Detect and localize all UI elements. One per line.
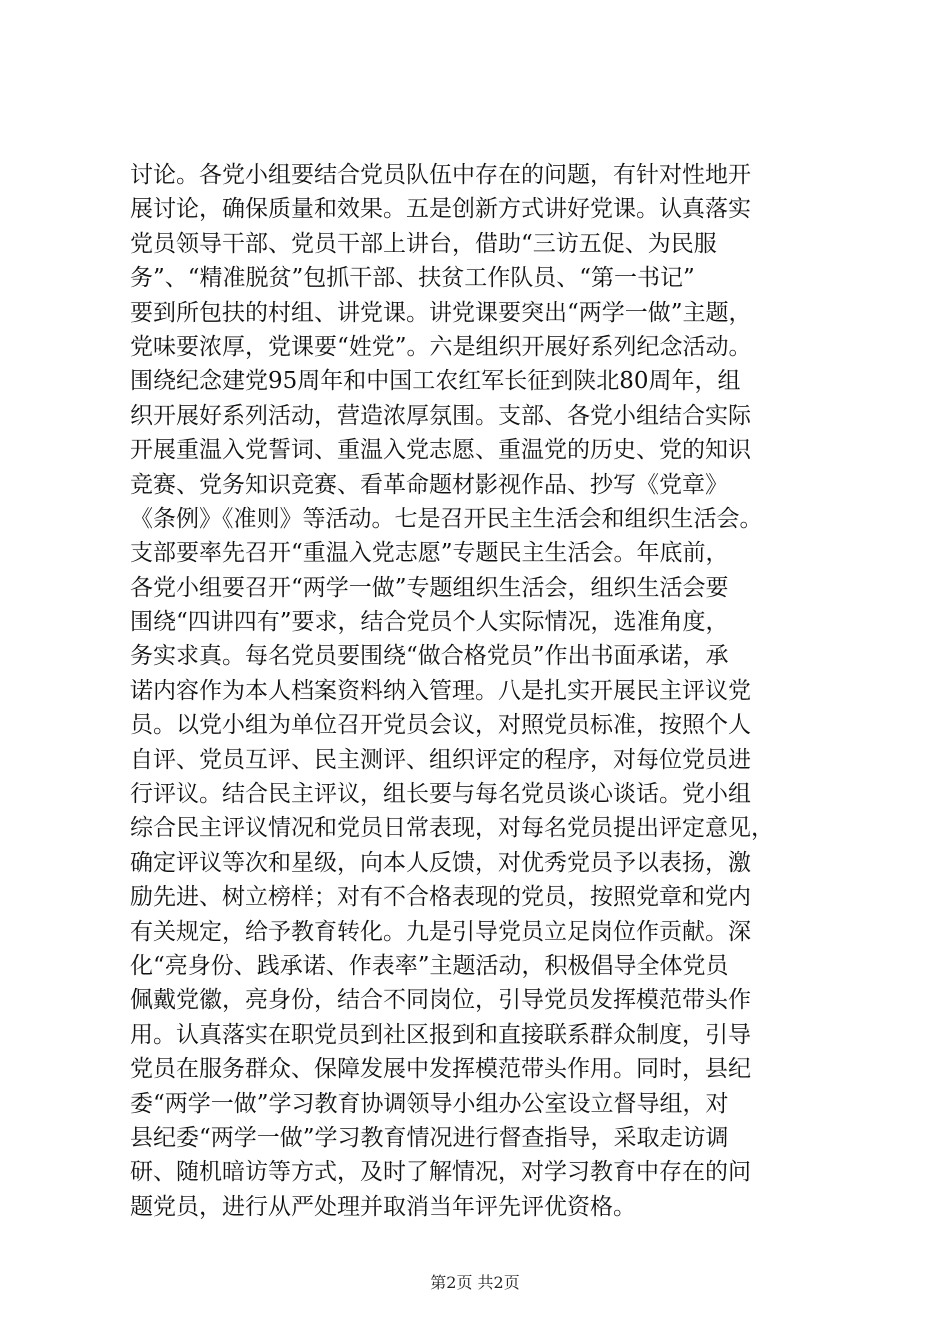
- text-line: 各党小组要召开“两学一做”专题组织生活会，组织生活会要: [130, 574, 729, 601]
- text-line: 佩戴党徽，亮身份，结合不同岗位，引导党员发挥模范带头作: [130, 987, 751, 1014]
- text-line: 化“亮身份、践承诺、作表率”主题活动，积极倡导全体党员: [130, 952, 729, 979]
- text-line: 题党员，进行从严处理并取消当年评先评优资格。: [130, 1193, 636, 1220]
- text-line: 研、随机暗访等方式，及时了解情况，对学习教育中存在的问: [130, 1159, 751, 1186]
- text-line: 党员在服务群众、保障发展中发挥模范带头作用。同时，县纪: [130, 1056, 751, 1083]
- text-line: 务实求真。每名党员要围绕“做合格党员”作出书面承诺，承: [130, 643, 729, 670]
- text-line: 《条例》《准则》等活动。七是召开民主生活会和组织生活会。: [130, 505, 763, 532]
- text-line: 要到所包扶的村组、讲党课。讲党课要突出“两学一做”主题，: [130, 299, 752, 326]
- text-line: 有关规定，给予教育转化。九是引导党员立足岗位作贡献。深: [130, 918, 751, 945]
- text-line: 开展重温入党誓词、重温入党志愿、重温党的历史、党的知识: [130, 437, 751, 464]
- text-line: 自评、党员互评、民主测评、组织评定的程序，对每位党员进: [130, 746, 751, 773]
- text-line: 党员领导干部、党员干部上讲台，借助“三访五促、为民服: [130, 230, 717, 257]
- page-footer: 第2页 共2页: [430, 1273, 520, 1292]
- text-line: 委“两学一做”学习教育协调领导小组办公室设立督导组，对: [130, 1090, 729, 1117]
- text-line: 支部要率先召开“重温入党志愿”专题民主生活会。年底前，: [130, 540, 729, 567]
- text-line: 诺内容作为本人档案资料纳入管理。八是扎实开展民主评议党: [130, 677, 751, 704]
- text-line: 用。认真落实在职党员到社区报到和直接联系群众制度，引导: [130, 1021, 751, 1048]
- text-line: 织开展好系列活动，营造浓厚氛围。支部、各党小组结合实际: [130, 402, 751, 429]
- text-line: 务”、“精准脱贫”包抓干部、扶贫工作队员、“第一书记”: [130, 265, 695, 292]
- text-line: 员。以党小组为单位召开党员会议，对照党员标准，按照个人: [130, 712, 751, 739]
- text-line: 围绕“四讲四有”要求，结合党员个人实际情况，选准角度，: [130, 609, 729, 636]
- text-line: 讨论。各党小组要结合党员队伍中存在的问题，有针对性地开: [130, 162, 751, 188]
- body-paragraph: [130, 158, 830, 1224]
- text-line: 行评议。结合民主评议，组长要与每名党员谈心谈话。党小组: [130, 781, 751, 808]
- text-line: 竞赛、党务知识竞赛、看革命题材影视作品、抄写《党章》: [130, 471, 728, 498]
- text-line: 展讨论，确保质量和效果。五是创新方式讲好党课。认真落实: [130, 196, 751, 223]
- text-line: 县纪委“两学一做”学习教育情况进行督查指导，采取走访调: [130, 1124, 729, 1151]
- text-line: 励先进、树立榜样；对有不合格表现的党员，按照党章和党内: [130, 884, 751, 911]
- text-line: 围绕纪念建党95周年和中国工农红军长征到陕北80周年，组: [130, 368, 741, 395]
- text-line: 党味要浓厚，党课要“姓党”。六是组织开展好系列纪念活动。: [130, 333, 752, 360]
- text-line: 确定评议等次和星级，向本人反馈，对优秀党员予以表扬，激: [130, 849, 751, 876]
- text-line: 综合民主评议情况和党员日常表现，对每名党员提出评定意见，: [130, 815, 774, 842]
